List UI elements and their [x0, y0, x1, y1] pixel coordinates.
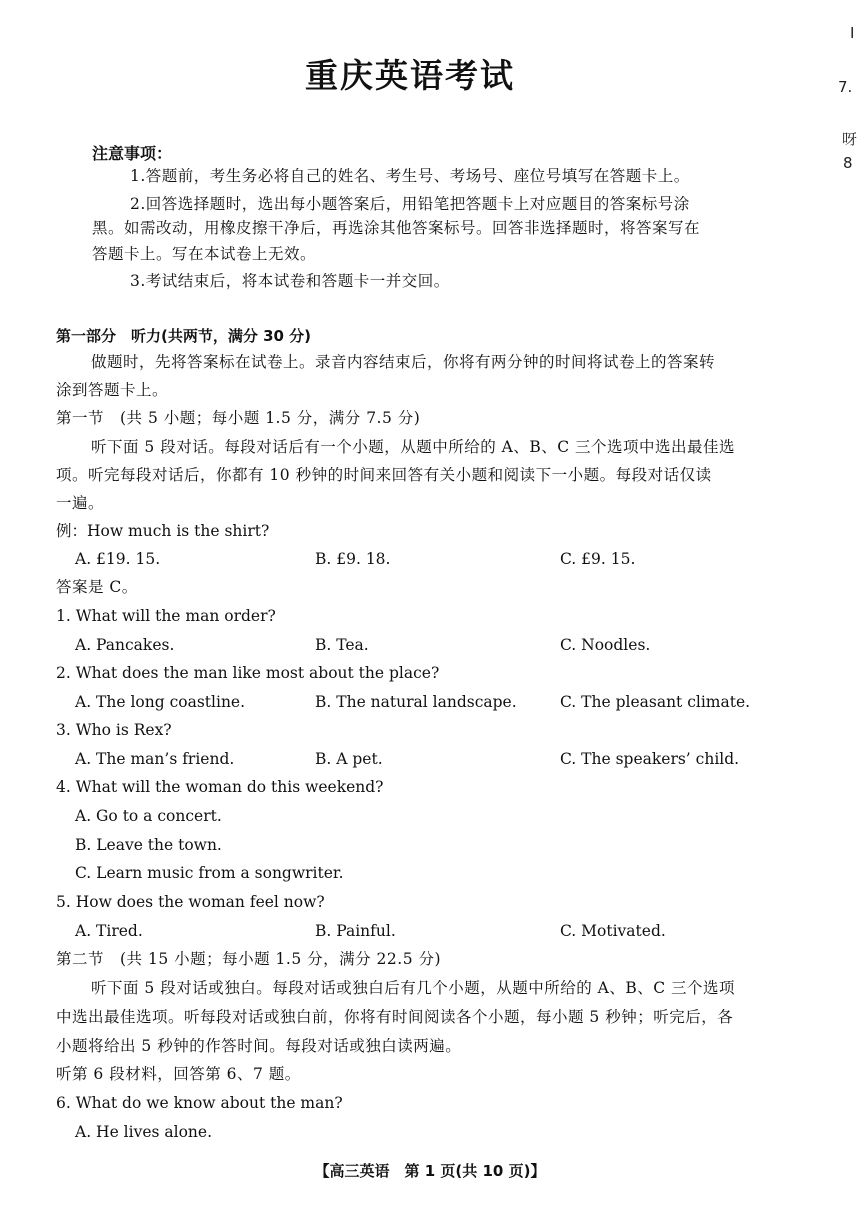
edge-mark-1: I: [850, 24, 855, 42]
q2-question: 2. What does the man like most about the place?: [56, 664, 440, 682]
q1-option-b: B. Tea.: [315, 636, 369, 654]
example-answer: 答案是 C。: [56, 578, 138, 596]
example-option-b: B. £9. 18.: [315, 550, 391, 568]
edge-mark-3: 呀: [842, 130, 858, 148]
q4-option-a: A. Go to a concert.: [75, 807, 222, 825]
q1-question: 1. What will the man order?: [56, 607, 276, 625]
q3-option-a: A. The man’s friend.: [75, 750, 235, 768]
section1-heading: 第一节 (共 5 小题；每小题 1.5 分，满分 7.5 分): [56, 409, 421, 427]
notice-item-2-line-1: 2.回答选择题时，选出每小题答案后，用铅笔把答题卡上对应题目的答案标号涂: [130, 195, 690, 213]
notice-item-1: 1.答题前，考生务必将自己的姓名、考生号、考场号、座位号填写在答题卡上。: [130, 167, 690, 185]
part1-heading: 第一部分 听力(共两节，满分 30 分): [56, 327, 312, 345]
example-question: 例：How much is the shirt?: [56, 522, 270, 540]
q5-option-b: B. Painful.: [315, 922, 396, 940]
q5-option-a: A. Tired.: [75, 922, 143, 940]
edge-mark-2: 7.: [838, 78, 853, 96]
section2-instr-line-3: 小题将给出 5 秒钟的作答时间。每段对话或独白读两遍。: [56, 1037, 462, 1055]
notice-item-3: 3.考试结束后，将本试卷和答题卡一并交回。: [130, 272, 450, 290]
notice-item-2-line-3: 答题卡上。写在本试卷上无效。: [92, 245, 317, 263]
q2-option-c: C. The pleasant climate.: [560, 693, 751, 711]
q3-question: 3. Who is Rex?: [56, 721, 172, 739]
q5-question: 5. How does the woman feel now?: [56, 893, 325, 911]
q4-question: 4. What will the woman do this weekend?: [56, 778, 384, 796]
q3-option-b: B. A pet.: [315, 750, 383, 768]
section2-instr-line-2: 中选出最佳选项。听每段对话或独白前，你将有时间阅读各个小题，每小题 5 秒钟；听完后，各: [56, 1008, 734, 1026]
q5-option-c: C. Motivated.: [560, 922, 666, 940]
q2-option-a: A. The long coastline.: [75, 693, 246, 711]
notice-heading: 注意事项：: [92, 144, 173, 163]
page-footer: 【高三英语 第 1 页(共 10 页)】: [314, 1162, 546, 1180]
section1-instr-line-2: 项。听完每段对话后，你都有 10 秒钟的时间来回答有关小题和阅读下一小题。每段对话仅读: [56, 466, 712, 484]
exam-title: 重庆英语考试: [305, 56, 515, 95]
part1-intro-line-2: 涂到答题卡上。: [56, 381, 169, 399]
edge-mark-4: 8: [843, 154, 853, 172]
material6-heading: 听第 6 段材料，回答第 6、7 题。: [56, 1065, 301, 1083]
part1-intro-line-1: 做题时，先将答案标在试卷上。录音内容结束后，你将有两分钟的时间将试卷上的答案转: [91, 353, 716, 371]
q6-option-a: A. He lives alone.: [75, 1123, 213, 1141]
section1-instr-line-3: 一遍。: [56, 494, 105, 512]
q4-option-c: C. Learn music from a songwriter.: [75, 864, 344, 882]
example-option-a: A. £19. 15.: [75, 550, 161, 568]
q1-option-a: A. Pancakes.: [75, 636, 175, 654]
notice-item-2-line-2: 黑。如需改动，用橡皮擦干净后，再选涂其他答案标号。回答非选择题时，将答案写在: [92, 219, 701, 237]
section2-heading: 第二节 (共 15 小题；每小题 1.5 分，满分 22.5 分): [56, 950, 442, 968]
q2-option-b: B. The natural landscape.: [315, 693, 517, 711]
section1-instr-line-1: 听下面 5 段对话。每段对话后有一个小题，从题中所给的 A、B、C 三个选项中选出最佳选: [91, 438, 736, 456]
example-option-c: C. £9. 15.: [560, 550, 636, 568]
q1-option-c: C. Noodles.: [560, 636, 651, 654]
section2-instr-line-1: 听下面 5 段对话或独白。每段对话或独白后有几个小题，从题中所给的 A、B、C 三个选项: [91, 979, 736, 997]
q6-question: 6. What do we know about the man?: [56, 1094, 343, 1112]
q3-option-c: C. The speakers’ child.: [560, 750, 740, 768]
q4-option-b: B. Leave the town.: [75, 836, 222, 854]
